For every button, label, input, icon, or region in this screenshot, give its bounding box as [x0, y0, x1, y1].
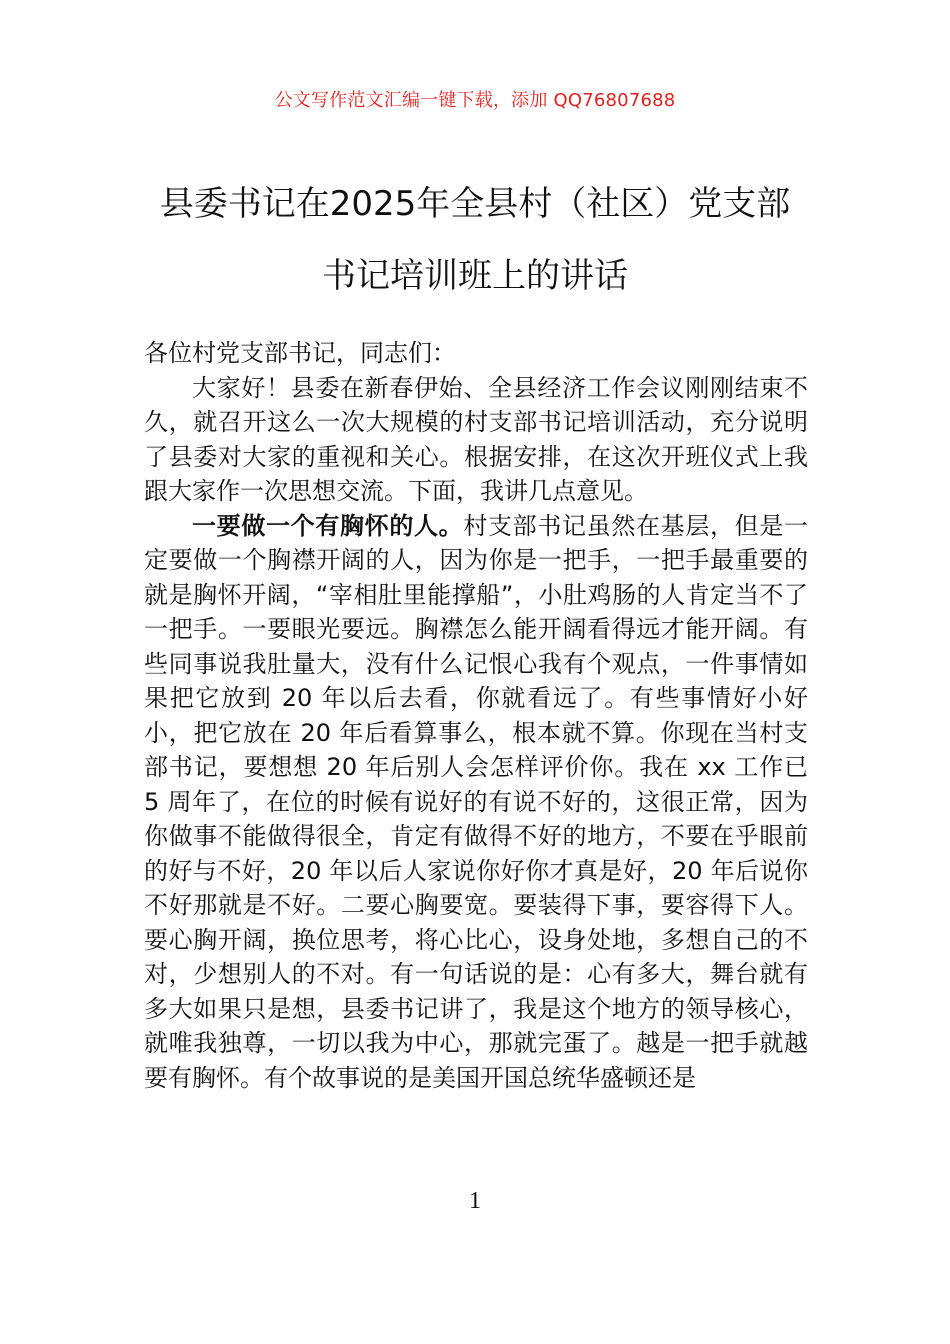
- download-promo-note: 公文写作范文汇编一键下载，添加 QQ76807688: [274, 90, 676, 111]
- paragraph-opening: 大家好！县委在新春伊始、全县经济工作会议刚刚结束不久，就召开这么一次大规模的村支部书记培训活动，充分说明了县委对大家的重视和关心。根据安排，在这次开班仪式上我跟大家作一次思想交流。下面，我讲几点意见。: [144, 373, 808, 505]
- speech-body: [144, 336, 808, 1095]
- point-one-heading: 一要做一个有胸怀的人。: [192, 511, 464, 540]
- greeting: 各位村党支部书记，同志们：: [144, 339, 456, 367]
- title-line-1: 县委书记在2025年全县村（社区）党支部: [159, 184, 791, 224]
- page-number: 1: [469, 1188, 481, 1214]
- point-one-text: 村支部书记虽然在基层，但是一定要做一个胸襟开阔的人，因为你是一把手，一把手最重要的就是胸怀开阔，“宰相肚里能撑船”，小肚鸡肠的人肯定当不了一把手。一要眼光要远。胸襟怎么能开阔看得远才能开阔。有些同事说我肚量大，没有什么记恨心我有个观点，一件事情如果把它放到 20 年以后去看，你就看远了。有些事情好小好小，把它放在 20 年后看算事么，根本就不算。你现在当村支部书记，要想想 20 年后别人会怎样评价你。我在 xx 工作已 5 周年了，在位的时候有说好的有说不好的，这很正常，因为你做事不能做得很全，肯定有做得不好的地方，不要在乎眼前的好与不好，20 年以后人家说你好你才真是好，20 年后说你不好那就是不好。二要心胸要宽。要装得下事，要容得下人。要心胸开阔，换位思考，将心比心，设身处地，多想自己的不对，少想别人的不对。有一句话说的是：心有多大，舞台就有多大如果只是想，县委书记讲了，我是这个地方的领导核心，就唯我独尊，一切以我为中心，那就完蛋了。越是一把手就越要有胸怀。有个故事说的是美国开国总统华盛顿还是: [144, 511, 809, 1092]
- page-title: [140, 168, 810, 312]
- paragraph-point-one: [144, 509, 808, 1096]
- title-line-2: 书记培训班上的讲话: [322, 256, 628, 296]
